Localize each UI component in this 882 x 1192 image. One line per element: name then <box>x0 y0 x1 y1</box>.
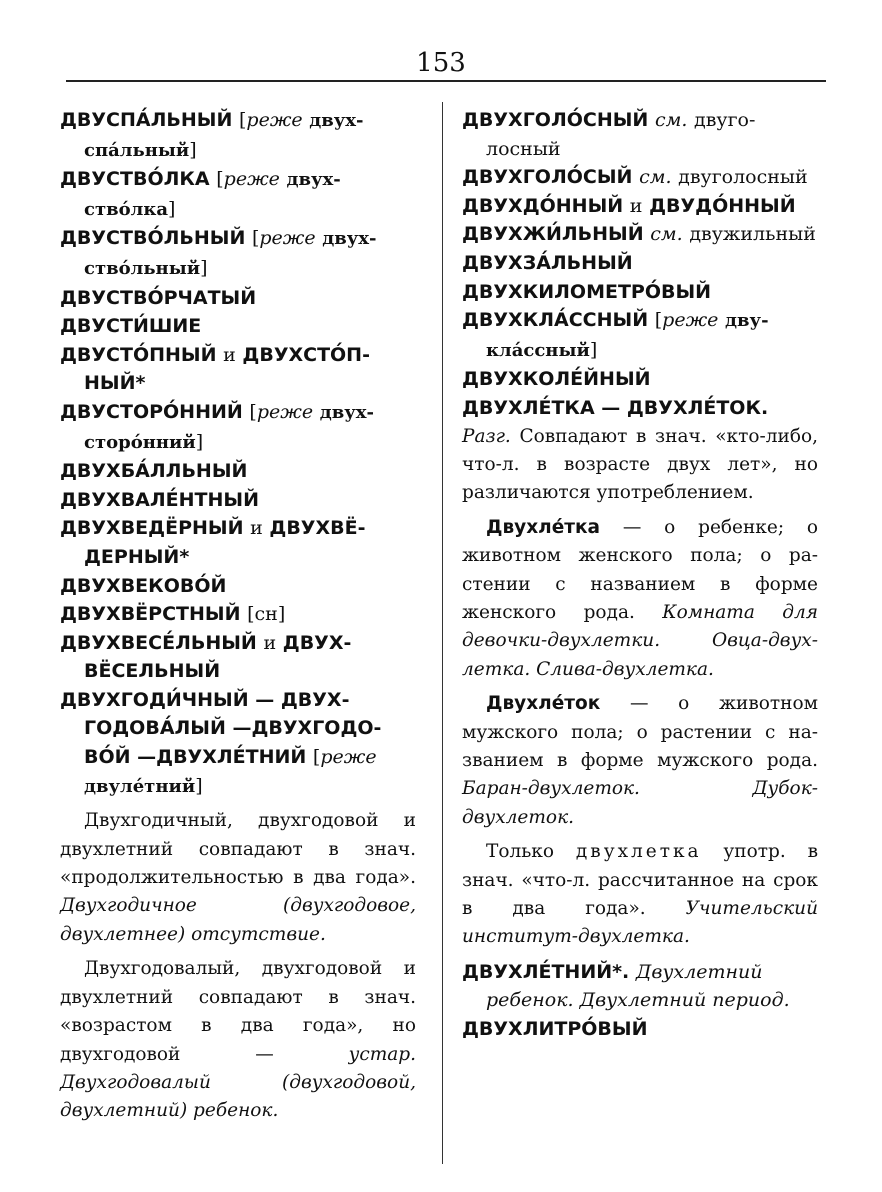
entry: ДВУХВЁРСТНЫЙ [сн] <box>60 603 286 626</box>
entry: ДВУХГОЛО́СНЫЙ см. двуголосный <box>462 109 756 160</box>
usage-paragraph: Двухгодовалый, двухгодовой и двухлетний совпадают в знач. «возрастом в два года», но двухгодовой — устар. Двухгодовалый (двухгодовой, двухлетний) ребенок. <box>60 958 416 1122</box>
entry: ДВУХДО́ННЫЙ и ДВУДО́ННЫЙ <box>462 194 796 217</box>
entry: ДВУХВЕДЁРНЫЙ и ДВУХВЁДЕРНЫЙ* <box>60 517 366 568</box>
left-column <box>60 106 416 1126</box>
right-column <box>462 106 818 1044</box>
column-divider <box>442 102 443 1164</box>
entry: ДВУХВЕКОВО́Й <box>60 574 227 597</box>
header-rule <box>66 80 826 82</box>
entry: ДВУСТО́ПНЫЙ и ДВУХСТО́ПНЫЙ* <box>60 343 370 395</box>
entry: ДВУСТВО́ЛКА [реже двухство́лка] <box>60 168 341 220</box>
entry: ДВУСТИ́ШИЕ <box>60 315 202 338</box>
entry: ДВУХБА́ЛЛЬНЫЙ <box>60 460 248 483</box>
usage-paragraph: Двухгодичный, двухгодовой и двухлетний совпадают в знач. «продолжительностью в два года». Двухгодичное (двухгодовое, двухлетнее) отсутствие. <box>60 810 416 945</box>
entry: ДВУСТВО́РЧАТЫЙ <box>60 286 257 309</box>
entry: ДВУХЛЕ́ТНИЙ*. Двухлетний ребенок. Двухлетний период. <box>462 960 790 1012</box>
entry: ДВУХГОДИ́ЧНЫЙ — ДВУХГОДОВА́ЛЫЙ —ДВУХГОДОВО́Й —ДВУХЛЕ́ТНИЙ [реже двуле́тний] <box>60 688 382 797</box>
entry: ДВУСТВО́ЛЬНЫЙ [реже двухство́льный] <box>60 227 377 279</box>
usage-paragraph: Только двухлетка употр. в знач. «что-л. рассчитанное на срок в два года». Учительский институт-двухлетка. <box>462 841 819 948</box>
entry: ДВУХВАЛЕ́НТНЫЙ <box>60 488 259 511</box>
entry: ДВУСПА́ЛЬНЫЙ [реже двухспа́льный] <box>60 109 364 161</box>
entry: ДВУХКЛА́ССНЫЙ [реже двукла́ссный] <box>462 309 769 361</box>
entry: ДВУХКИЛОМЕТРО́ВЫЙ <box>462 280 712 303</box>
entry: ДВУСТОРО́ННИЙ [реже двухсторо́нний] <box>60 400 374 453</box>
entry: ДВУХЛИТРО́ВЫЙ <box>462 1018 648 1041</box>
page-number: 153 <box>416 48 466 78</box>
usage-paragraph: Разг. Совпадают в знач. «кто-либо, что-л. в возрасте двух лет», но различаются употреблением. <box>462 425 818 504</box>
entry: ДВУХВЕСЕ́ЛЬНЫЙ и ДВУХВЁСЕЛЬНЫЙ <box>60 631 352 683</box>
usage-paragraph: Двухле́тка — о ребенке; о животном женского пола; о растении с названием в форме женского рода. Комната для девочки-двухлетки. Овца-двухлетка. Слива-двухлетка. <box>462 516 819 680</box>
usage-paragraph: Двухле́ток — о животном мужского пола; о растении с названием в форме мужского рода. Баран-двухлеток. Дубок-двухлеток. <box>462 693 818 828</box>
entry: ДВУХЗА́ЛЬНЫЙ <box>462 251 633 274</box>
entry: ДВУХГОЛО́СЫЙ см. двуголосный <box>462 166 808 189</box>
entry: ДВУХЖИ́ЛЬНЫЙ см. двужильный <box>462 223 816 246</box>
entry: ДВУХЛЕ́ТКА — ДВУХЛЕ́ТОК. <box>462 396 769 419</box>
entry: ДВУХКОЛЕ́ЙНЫЙ <box>462 368 651 391</box>
